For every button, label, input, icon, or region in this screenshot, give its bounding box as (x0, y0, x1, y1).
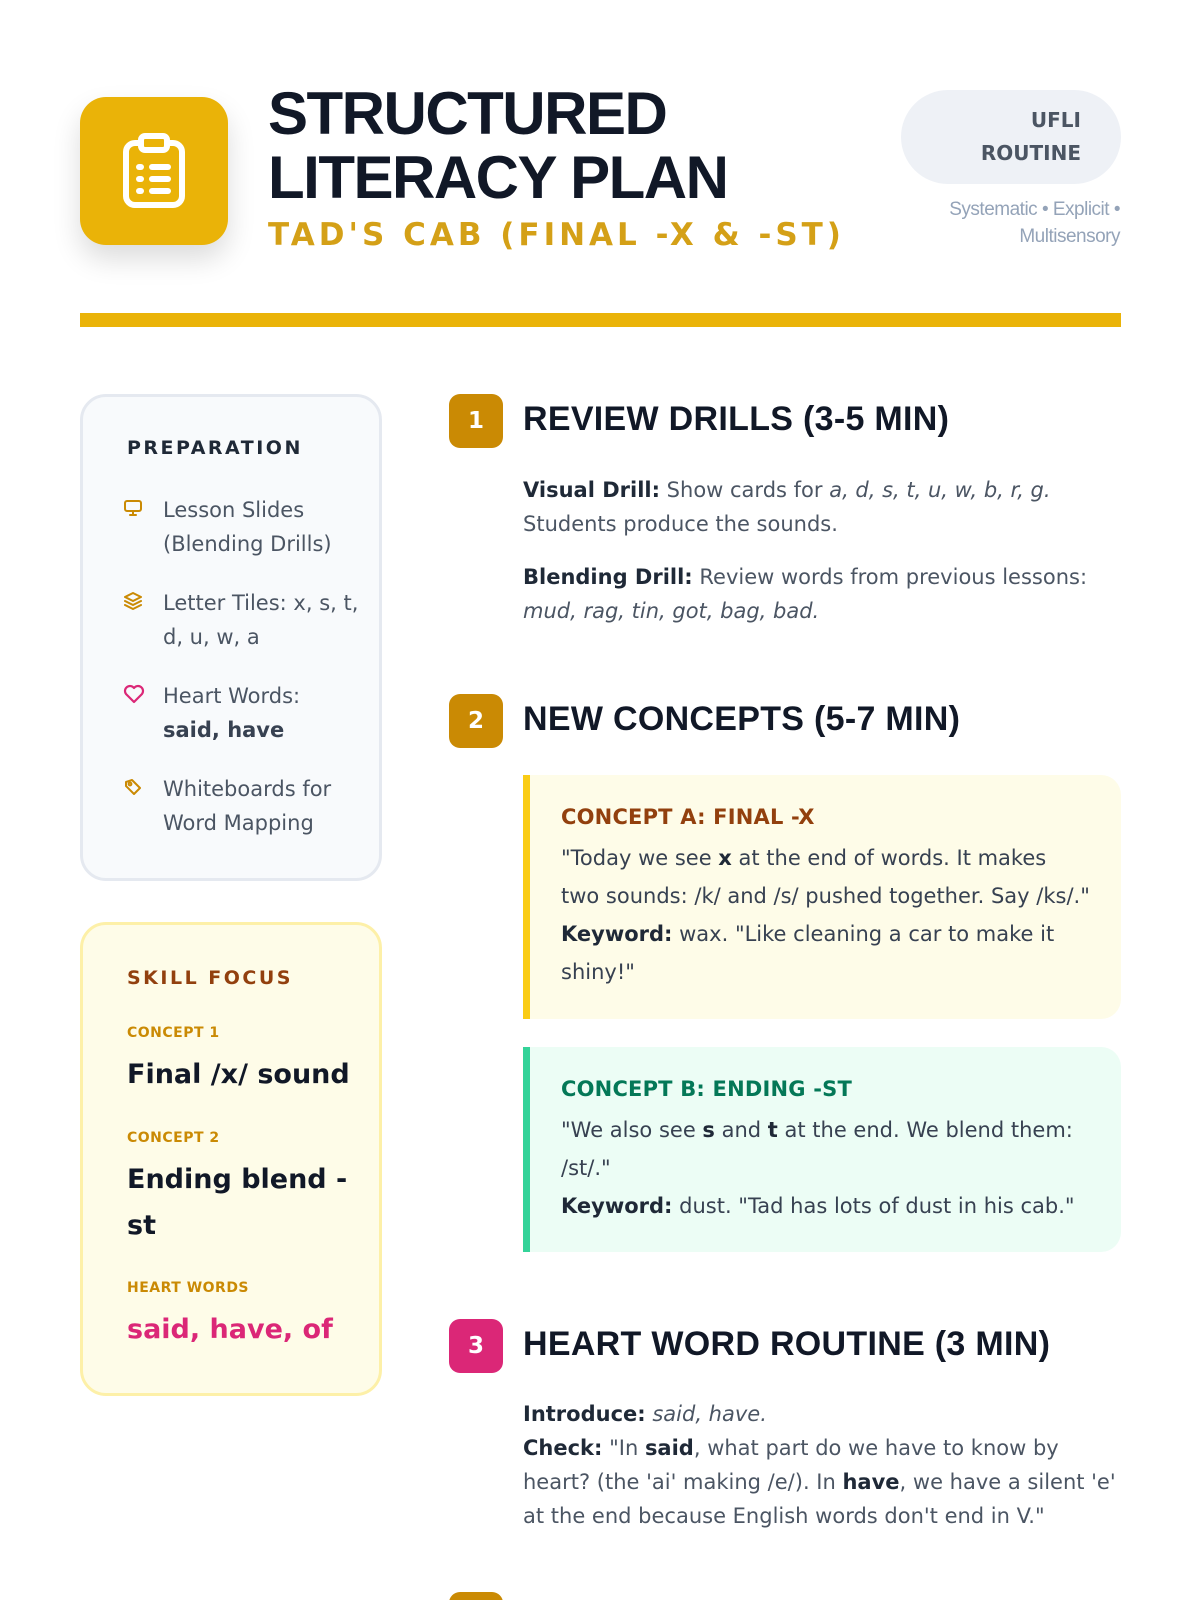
section-4-badge (449, 1592, 503, 1600)
blending-drill-label: Blending Drill: (523, 565, 693, 589)
concept-b-box (523, 1047, 1121, 1252)
concept-2-label: CONCEPT 2 (127, 1130, 220, 1146)
page-title (268, 82, 727, 210)
presentation-icon (123, 493, 163, 561)
check-word-said: said (644, 1436, 694, 1460)
title-line-2: LITERACY PLAN (268, 144, 728, 211)
prep-item (123, 586, 363, 654)
section-2-badge: 2 (449, 694, 503, 748)
skill-focus-card (80, 922, 382, 1396)
section-1-badge: 1 (449, 394, 503, 448)
visual-drill-text (523, 473, 1123, 541)
section-2-title: NEW CONCEPTS (5-7 MIN) (523, 700, 961, 738)
layers-icon (123, 586, 163, 654)
heart-words-value: said, have, of (127, 1314, 333, 1345)
concept-b-letter-s: s (702, 1118, 715, 1142)
prep-item-text: Letter Tiles: x, s, t, d, u, w, a (163, 591, 359, 649)
prep-item (123, 772, 363, 840)
concept-b-title: CONCEPT B: ENDING -ST (561, 1077, 852, 1101)
prep-item (123, 679, 363, 747)
concept-a-keyword-label: Keyword: (561, 922, 673, 946)
check-label: Check: (523, 1436, 603, 1460)
marker-icon (123, 772, 163, 840)
concept-b-keyword-text: dust. "Tad has lots of dust in his cab." (672, 1194, 1075, 1218)
prep-item (123, 493, 363, 561)
routine-badge-line-1: UFLI (1030, 108, 1081, 132)
heart-icon (123, 679, 163, 747)
section-1-title: REVIEW DRILLS (3-5 MIN) (523, 400, 950, 438)
introduce-words: said, have. (652, 1402, 767, 1426)
visual-drill-label: Visual Drill: (523, 478, 660, 502)
concept-b-quote-mid: and (714, 1118, 768, 1142)
routine-badge-line-2: ROUTINE (980, 141, 1081, 165)
visual-drill-after: Students produce the sounds. (523, 512, 838, 536)
check-text-1: "In (602, 1436, 645, 1460)
skill-focus-heading: SKILL FOCUS (127, 967, 293, 989)
concept-b-keyword-label: Keyword: (561, 1194, 673, 1218)
section-3-title: HEART WORD ROUTINE (3 MIN) (523, 1325, 1051, 1363)
heart-word-routine-text (523, 1397, 1123, 1533)
header-divider (80, 313, 1121, 327)
prep-item-text (163, 679, 300, 747)
concept-b-quote-start: "We also see (561, 1118, 703, 1142)
visual-drill-letters: a, d, s, t, u, w, b, r, g. (829, 478, 1051, 502)
check-text-2: , what part do we have to know by heart? (the 'ai' making /e/). In (523, 1436, 1059, 1494)
section-3-badge: 3 (449, 1319, 503, 1373)
concept-2-value: Ending blend -st (127, 1164, 348, 1241)
concept-a-box (523, 775, 1121, 1019)
heart-words-label: Heart Words: (163, 684, 301, 708)
visual-drill-instruction: Show cards for (660, 478, 830, 502)
concept-a-body (561, 839, 1091, 991)
concept-a-letter: x (718, 846, 732, 870)
heart-words-list: said, have (163, 718, 285, 742)
preparation-card (80, 394, 382, 881)
blending-drill-text (523, 560, 1123, 628)
prep-item-text: Lesson Slides (Blending Drills) (163, 498, 332, 556)
concept-b-quote-end: at the end. We blend them: /st/." (561, 1118, 1073, 1180)
concept-1-label: CONCEPT 1 (127, 1025, 220, 1041)
concept-a-title: CONCEPT A: FINAL -X (561, 805, 815, 829)
clipboard-list-icon (80, 97, 228, 245)
concept-a-quote-start: "Today we see (561, 846, 719, 870)
preparation-heading: PREPARATION (127, 437, 303, 459)
introduce-label: Introduce: (523, 1402, 646, 1426)
concept-a-keyword-text: wax. "Like cleaning a car to make it shiny!" (561, 922, 1055, 984)
check-word-have: have (842, 1470, 900, 1494)
concept-a-quote-end: at the end of words. It makes two sounds: /k/ and /s/ pushed together. Say /ks/." (561, 846, 1090, 908)
concept-b-body (561, 1111, 1091, 1225)
check-text-3: , we have a silent 'e' at the end because English words don't end in V." (523, 1470, 1116, 1528)
blending-drill-words: mud, rag, tin, got, bag, bad. (523, 599, 820, 623)
prep-item-text: Whiteboards for Word Mapping (163, 777, 332, 835)
blending-drill-instruction: Review words from previous lessons: (692, 565, 1088, 589)
tagline: Systematic • Explicit • Multisensory (949, 199, 1120, 247)
routine-badge (901, 90, 1121, 184)
title-line-1: STRUCTURED (268, 80, 667, 147)
concept-1-value: Final /x/ sound (127, 1059, 350, 1090)
heart-words-label: HEART WORDS (127, 1280, 250, 1296)
concept-b-letter-t: t (767, 1118, 778, 1142)
page-subtitle: TAD'S CAB (FINAL -X & -ST) (268, 217, 845, 253)
